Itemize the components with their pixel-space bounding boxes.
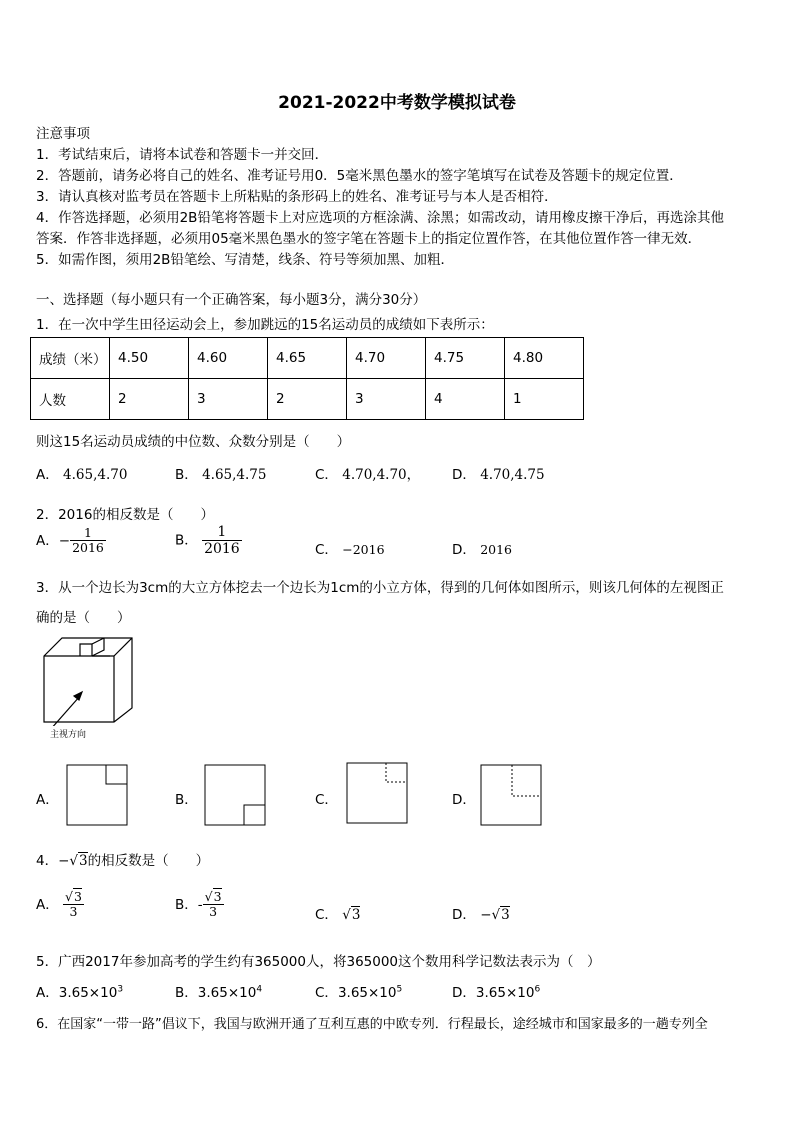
option-text: 4.65,4.75 (202, 467, 267, 483)
figure-caption: 主视方向 (50, 730, 87, 740)
q5-option-d[interactable]: D．$3.65\times 10^6$ (452, 984, 541, 1001)
table-cell: 4.80 (505, 338, 584, 379)
q3-stem-line2: 确的是（ ） (36, 610, 131, 626)
fraction: $\frac{√3}{3}$ (65, 889, 82, 920)
option-label: C． (315, 542, 338, 558)
table-header-cell: 成绩（米） (31, 338, 110, 379)
table-cell: 4.60 (189, 338, 268, 379)
q1-question: 则这15名运动员成绩的中位数、众数分别是（ ） (36, 434, 351, 450)
notice-heading: 注意事项 (36, 126, 90, 142)
fraction: $\frac{√3}{3}$ (204, 889, 222, 920)
q2-option-d[interactable] (452, 538, 512, 558)
q4-option-d[interactable]: D． −√3 (452, 907, 510, 923)
fraction: $\frac{1}{2016}$ (72, 525, 104, 556)
table-cell: 2 (110, 379, 189, 420)
section-heading: 一、选择题（每小题只有一个正确答案，每小题3分，满分30分） (36, 292, 427, 308)
q2-stem: 2．2016的相反数是（ ） (36, 507, 214, 523)
table-header-cell: 人数 (31, 379, 110, 420)
option-label: A． (36, 896, 59, 913)
q3-option-a-figure[interactable] (66, 764, 128, 826)
q5-option-c[interactable]: C．$3.65\times 10^5$ (315, 984, 403, 1001)
page-title: 2021-2022中考数学模拟试卷 (278, 93, 516, 113)
option-label: C． (315, 907, 338, 923)
q2-option-b[interactable] (175, 524, 242, 557)
option-text: 4.70,4.70， (342, 467, 421, 483)
q4-stem: 4．−√3的相反数是（ ） (36, 853, 210, 869)
notice-item: 5．如需作图，须用2B铅笔绘、写清楚，线条、符号等须加黑、加粗． (36, 252, 454, 268)
q5-option-a[interactable]: A．$3.65\times 10^3$ (36, 984, 124, 1001)
notice-item: 答案．作答非选择题，必须用05毫米黑色墨水的签字笔在答题卡上的指定位置作答，在其他位置作答一律无效． (36, 231, 702, 247)
option-label: B． (175, 467, 198, 483)
q3-option-d-figure[interactable] (480, 764, 542, 826)
q3-option-d-label[interactable]: D． (452, 792, 476, 808)
q3-option-c-figure[interactable] (346, 762, 408, 824)
table-cell: 3 (347, 379, 426, 420)
q2-option-a[interactable] (36, 526, 106, 556)
score-table (30, 337, 584, 420)
option-label: D． (452, 467, 476, 483)
q3-stem-line1: 3．从一个边长为3cm的大立方体挖去一个边长为1cm的小立方体，得到的几何体如图所示，则该几何体的左视图正 (36, 580, 724, 596)
notice-item: 3．请认真核对监考员在答题卡上所粘贴的条形码上的姓名、准考证号与本人是否相符． (36, 189, 558, 205)
q3-option-b-label[interactable]: B． (175, 792, 198, 808)
q4-option-a[interactable] (36, 890, 84, 920)
cube-figure (36, 634, 136, 726)
fraction: $\frac{1}{2016}$ (204, 524, 240, 558)
table-cell: 3 (189, 379, 268, 420)
table-cell: 4.50 (110, 338, 189, 379)
q1-option-a[interactable] (36, 463, 127, 483)
table-cell: 4.75 (426, 338, 505, 379)
notice-item: 4．作答选择题，必须用2B铅笔将答题卡上对应选项的方框涂满、涂黑；如需改动，请用橡皮擦干净后，再选涂其他 (36, 210, 724, 226)
option-label: C． (315, 467, 338, 483)
minus-sign: − (58, 532, 71, 549)
q1-stem: 1．在一次中学生田径运动会上，参加跳远的15名运动员的成绩如下表所示： (36, 317, 494, 333)
table-cell: 4.70 (347, 338, 426, 379)
option-text: 2016 (480, 542, 513, 557)
q1-option-d[interactable] (452, 463, 545, 483)
option-label: A． (36, 467, 59, 483)
q5-option-b[interactable]: B．$3.65\times 10^4$ (175, 984, 263, 1001)
q4-option-c[interactable]: C． √3 (315, 907, 361, 923)
option-text: −2016 (342, 542, 385, 557)
option-text: 4.70,4.75 (480, 467, 545, 483)
q3-option-c-label[interactable]: C． (315, 792, 338, 808)
option-label: B． (175, 532, 198, 549)
table-cell: 2 (268, 379, 347, 420)
table-cell: 4 (426, 379, 505, 420)
option-text: 4.65,4.70 (63, 467, 128, 483)
table-cell: 1 (505, 379, 584, 420)
table-row (31, 379, 584, 420)
table-row (31, 338, 584, 379)
q1-option-b[interactable] (175, 463, 266, 483)
q2-option-c[interactable] (315, 538, 385, 558)
q3-option-a-label[interactable]: A． (36, 792, 59, 808)
notice-item: 1．考试结束后，请将本试卷和答题卡一并交回． (36, 147, 329, 163)
direction-arrow (50, 692, 82, 726)
notice-item: 2．答题前，请务必将自己的姓名、准考证号用0．5毫米黑色墨水的签字笔填写在试卷及答题卡的规定位置． (36, 168, 683, 184)
q5-stem: 5．广西2017年参加高考的学生约有365000人，将365000这个数用科学记数法表示为（ ） (36, 954, 601, 970)
q6-stem: 6．在国家“一带一路”倡议下，我国与欧洲开通了互利互惠的中欧专列．行程最长，途经城市和国家最多的一趟专列全 (36, 1017, 708, 1032)
table-cell: 4.65 (268, 338, 347, 379)
q1-option-c[interactable] (315, 463, 420, 483)
option-label: B． (175, 896, 198, 913)
q3-option-b-figure[interactable] (204, 764, 266, 826)
neg-sqrt-expression: −√3 (58, 853, 88, 869)
option-label: D． (452, 907, 476, 923)
option-label: A． (36, 532, 59, 549)
q4-option-b[interactable]: B．- $\frac{√3}{3}$ (175, 889, 222, 920)
option-label: D． (452, 542, 476, 558)
